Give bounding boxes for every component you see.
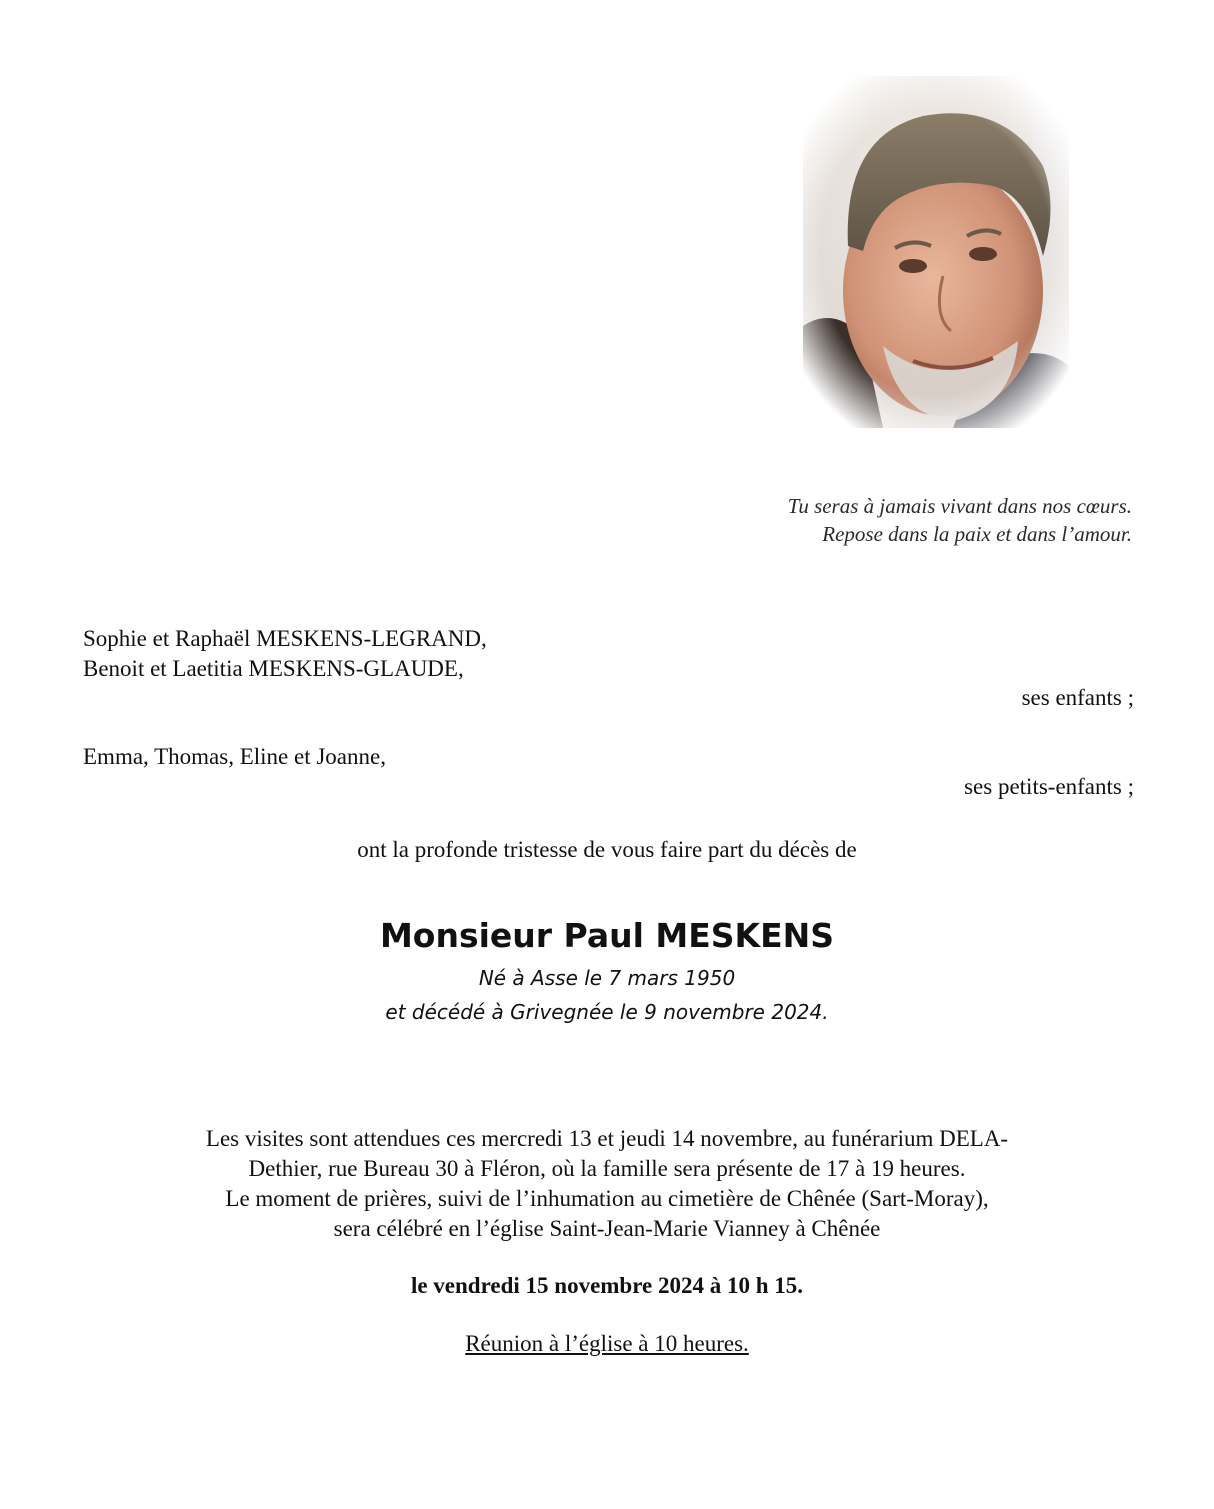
announcement-text: ont la profonde tristesse de vous faire part du décès de (357, 837, 857, 862)
portrait-photo (803, 76, 1069, 428)
children-relation: ses enfants ; (1021, 685, 1134, 710)
memorial-quote (788, 492, 1132, 548)
quote-line-1: Tu seras à jamais vivant dans nos cœurs. (787, 494, 1132, 518)
deceased-name: Monsieur Paul MESKENS (379, 916, 835, 955)
ceremony-date: le vendredi 15 novembre 2024 à 10 h 15. (410, 1273, 804, 1298)
child-couple-1: Sophie et Raphaël MESKENS-LEGRAND, (83, 626, 487, 651)
grandchildren-names: Emma, Thomas, Eline et Joanne, (83, 744, 386, 769)
quote-line-2: Repose dans la paix et dans l’amour. (822, 522, 1132, 546)
visits-line-4: sera célébré en l’église Saint-Jean-Marie Vianney à Chênée (333, 1216, 881, 1241)
visits-line-2: Dethier, rue Bureau 30 à Fléron, où la famille sera présente de 17 à 19 heures. (248, 1156, 966, 1181)
grandchildren-relation: ses petits-enfants ; (964, 774, 1134, 799)
death-info: et décédé à Grivegnée le 9 novembre 2024. (385, 1000, 829, 1024)
birth-info: Né à Asse le 7 mars 1950 (478, 966, 736, 990)
child-couple-2: Benoit et Laetitia MESKENS-GLAUDE, (83, 656, 464, 681)
visits-paragraph (100, 1124, 1114, 1244)
visits-line-3: Le moment de prières, suivi de l’inhumation au cimetière de Chênée (Sart-Moray), (225, 1186, 989, 1211)
meeting-note (0, 1329, 1214, 1359)
meeting-text: Réunion à l’église à 10 heures. (465, 1331, 749, 1356)
visits-line-1: Les visites sont attendues ces mercredi 13 et jeudi 14 novembre, au funérarium DELA- (205, 1126, 1009, 1151)
